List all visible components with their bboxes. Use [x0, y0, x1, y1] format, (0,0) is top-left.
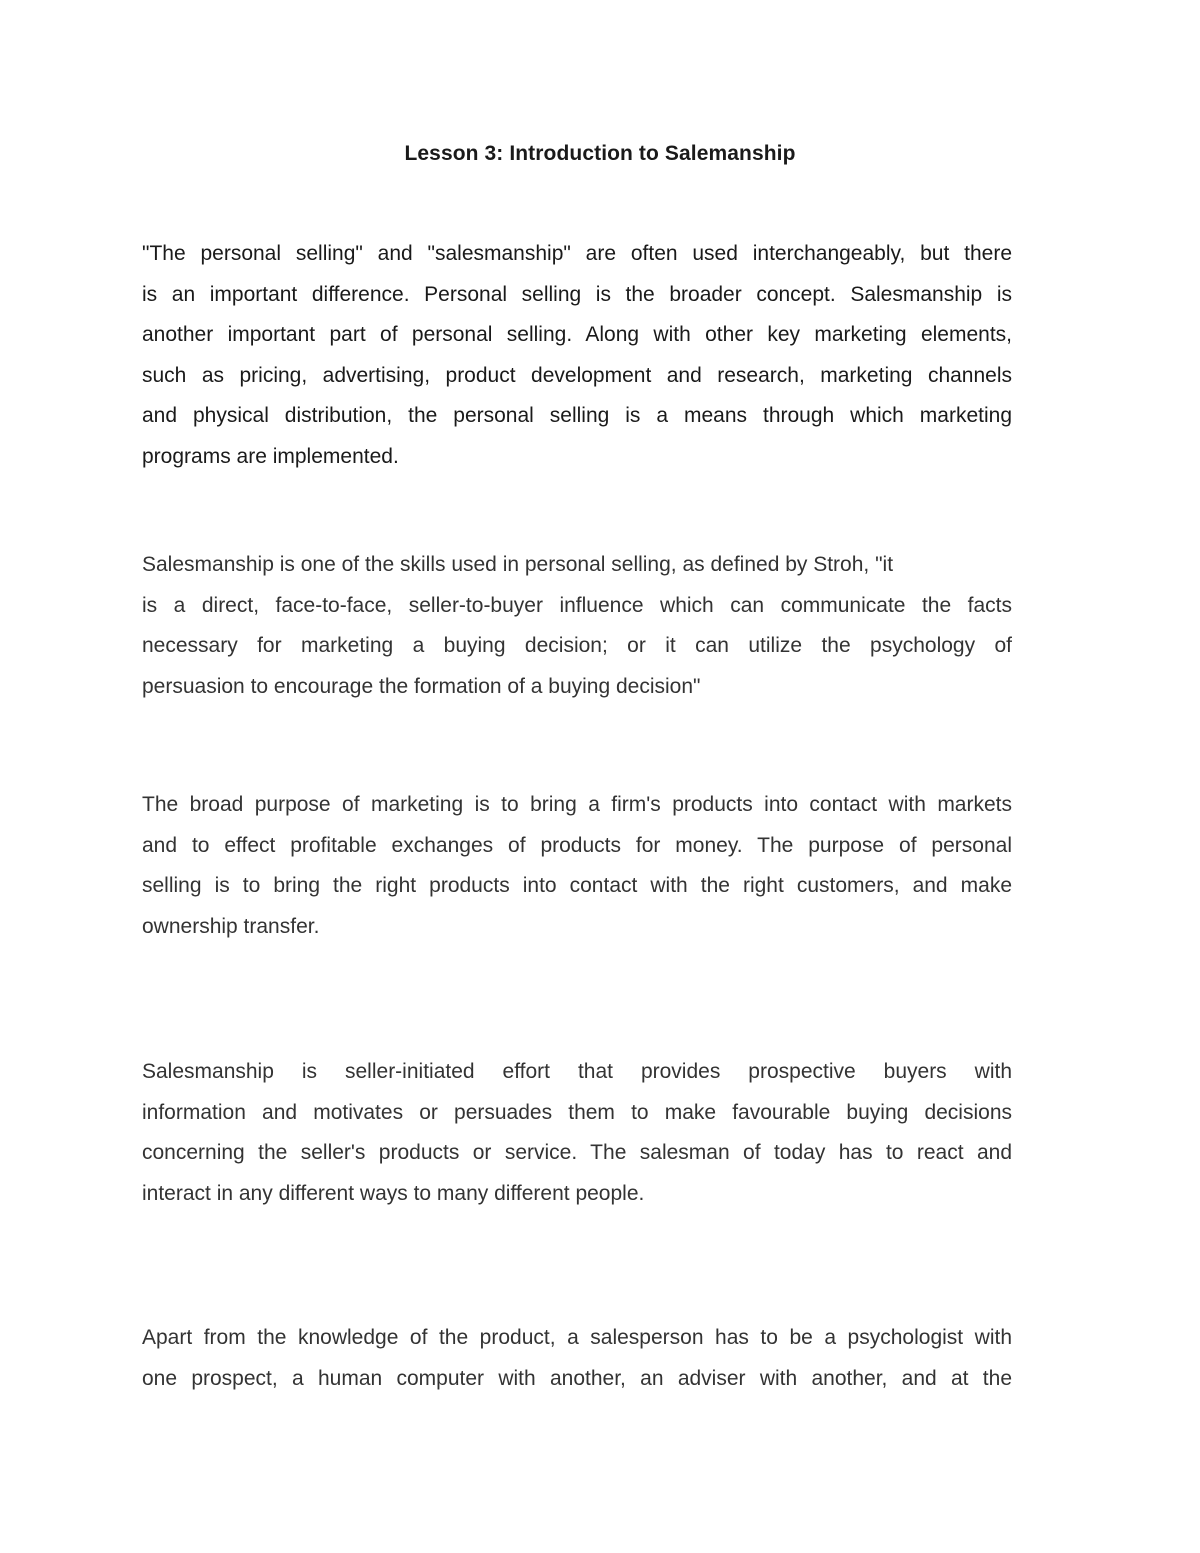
- paragraph-line: selling is to bring the right products into contact with the right customers, and make: [142, 874, 1012, 898]
- paragraph-line: another important part of personal selling. Along with other key marketing elements,: [142, 323, 1012, 347]
- paragraph-marketing-purpose: [142, 785, 1012, 947]
- paragraph-line: "The personal selling" and "salesmanship" are often used interchangeably, but there: [142, 242, 1012, 265]
- paragraph-line: information and motivates or persuades them to make favourable buying decisions: [142, 1100, 1012, 1124]
- paragraph-line: programs are implemented.: [142, 444, 399, 468]
- paragraph-salesperson-roles: [142, 1318, 1012, 1399]
- paragraph-line: one prospect, a human computer with another, an adviser with another, and at the: [142, 1366, 1012, 1390]
- paragraph-line: necessary for marketing a buying decision; or it can utilize the psychology of: [142, 634, 1012, 658]
- paragraph-line: concerning the seller's products or service. The salesman of today has to react and: [142, 1141, 1012, 1165]
- paragraph-line: Salesmanship is one of the skills used in personal selling, as defined by Stroh, "it: [142, 553, 894, 576]
- paragraph-line: and physical distribution, the personal selling is a means through which marketing: [142, 404, 1012, 428]
- paragraph-stroh-definition: [142, 545, 1012, 707]
- paragraph-line: is a direct, face-to-face, seller-to-buyer influence which can communicate the facts: [142, 593, 1012, 617]
- paragraph-line: such as pricing, advertising, product development and research, marketing channels: [142, 363, 1012, 387]
- paragraph-salesmanship-effort: [142, 1052, 1012, 1214]
- paragraph-line: Salesmanship is seller-initiated effort that provides prospective buyers with: [142, 1060, 1012, 1083]
- paragraph-personal-selling: [142, 234, 1012, 478]
- paragraph-line: persuasion to encourage the formation of a buying decision": [142, 674, 701, 698]
- paragraph-line: The broad purpose of marketing is to bring a firm's products into contact with markets: [142, 793, 1012, 816]
- paragraph-line: ownership transfer.: [142, 914, 320, 938]
- paragraph-line: Apart from the knowledge of the product, a salesperson has to be a psychologist with: [142, 1326, 1012, 1349]
- paragraph-line: interact in any different ways to many different people.: [142, 1181, 645, 1205]
- paragraph-line: is an important difference. Personal selling is the broader concept. Salesmanship is: [142, 282, 1012, 306]
- paragraph-line: and to effect profitable exchanges of products for money. The purpose of personal: [142, 833, 1012, 857]
- document-title: Lesson 3: Introduction to Salemanship: [404, 142, 796, 165]
